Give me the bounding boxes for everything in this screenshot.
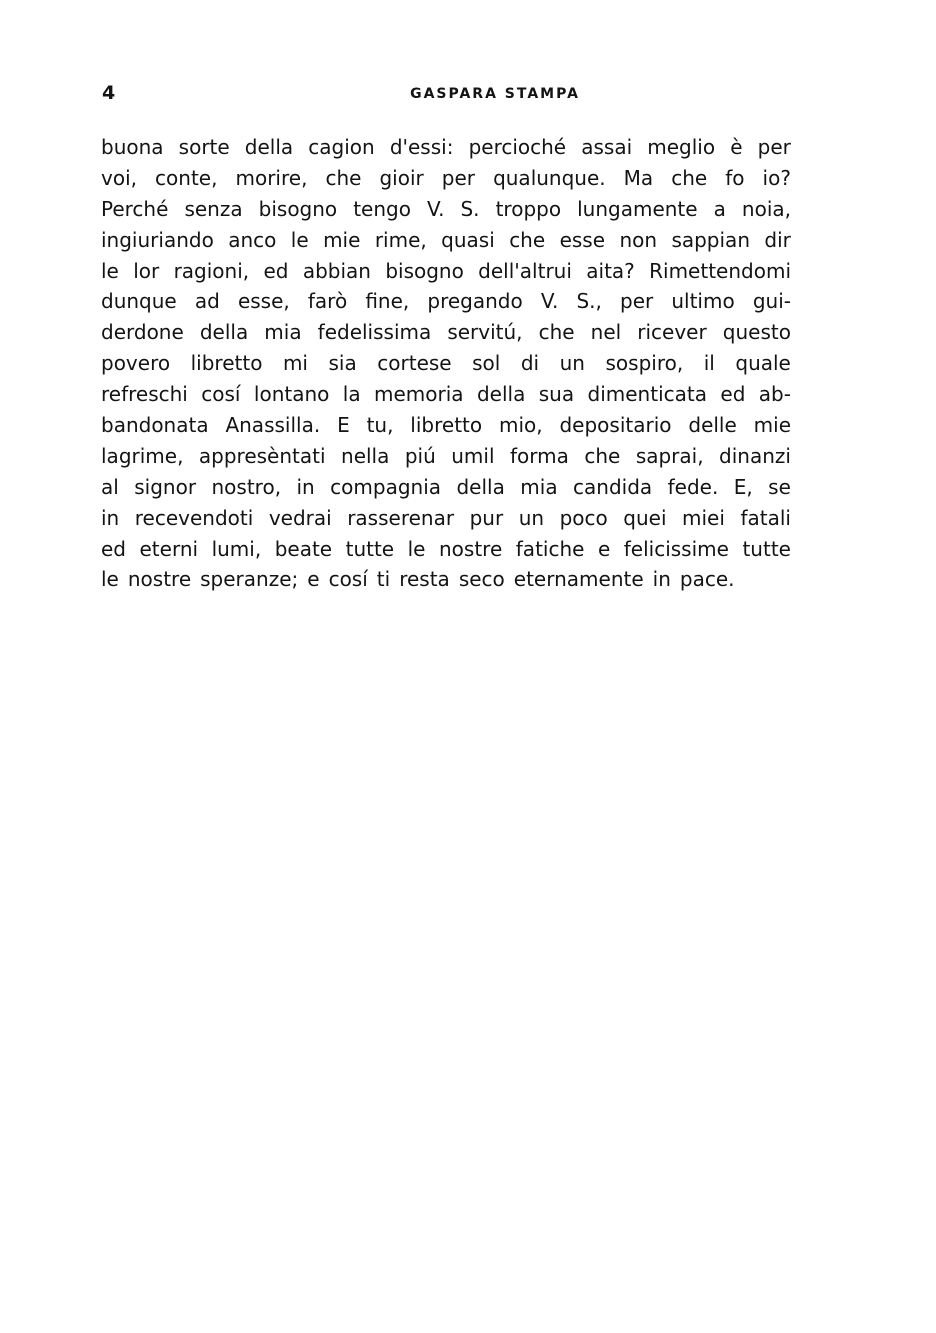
word: fatali: [740, 505, 791, 530]
word: seco: [458, 567, 505, 592]
word: non: [619, 227, 658, 252]
word: fatiche: [515, 536, 585, 561]
word: ad: [194, 289, 220, 314]
word: derdone: [101, 320, 184, 345]
word: lor: [133, 258, 160, 283]
word: forma: [510, 443, 569, 468]
text-line: [101, 286, 791, 317]
body-text: [101, 132, 791, 595]
word: ultimo: [671, 289, 735, 314]
word: sappian: [671, 227, 750, 252]
word: mia: [520, 474, 558, 499]
word: libretto: [410, 413, 483, 438]
word: vedrai: [268, 505, 332, 530]
word: ingiuriando: [101, 227, 214, 252]
word: lagrime,: [101, 443, 184, 468]
word: in: [652, 567, 671, 592]
word: cortese: [377, 351, 452, 376]
word: noia,: [741, 196, 791, 221]
word: lontano: [253, 382, 330, 407]
word: buona: [101, 135, 164, 159]
word: ricever: [637, 320, 707, 345]
word: lungamente: [577, 196, 698, 221]
word: aita?: [586, 258, 635, 283]
word: tengo: [353, 196, 411, 221]
word: S.,: [576, 289, 602, 314]
word: delle: [688, 413, 737, 438]
word: mi: [282, 351, 308, 376]
word: rasserenar: [347, 505, 455, 530]
word: miei: [682, 505, 725, 530]
word: un: [518, 505, 545, 530]
word: memoria: [374, 382, 464, 407]
word: povero: [101, 351, 171, 376]
word: recevendoti: [134, 505, 254, 530]
word: mie: [323, 227, 361, 252]
word: ragioni,: [173, 258, 250, 283]
word: V.: [540, 289, 559, 314]
word: dir: [764, 227, 791, 252]
word: tutte: [345, 536, 395, 561]
word: le: [290, 227, 309, 252]
word: pace.: [679, 567, 735, 592]
word: sia: [328, 351, 357, 376]
word: che: [671, 165, 708, 190]
word: dinanzi: [719, 443, 791, 468]
word: che: [509, 227, 546, 252]
word: fede.: [667, 474, 719, 499]
text-line: [101, 256, 791, 287]
word: ed: [263, 258, 289, 283]
word: fine,: [365, 289, 410, 314]
word: resta: [399, 567, 450, 592]
word: cagion: [308, 135, 375, 159]
word: sorte: [178, 135, 230, 159]
word: in: [296, 474, 315, 499]
word: conte,: [155, 165, 218, 190]
word: felicissime: [623, 536, 729, 561]
word: a: [713, 196, 726, 221]
word: che: [584, 443, 621, 468]
page-number: 4: [102, 82, 116, 104]
word: quei: [623, 505, 667, 530]
word: è: [730, 135, 743, 159]
word: mio,: [498, 413, 543, 438]
word: per: [441, 165, 476, 190]
text-line: [101, 225, 791, 256]
word: di: [520, 351, 540, 376]
word: bisogno: [385, 258, 464, 283]
word: e: [597, 536, 611, 561]
word: percioché: [468, 135, 567, 159]
word: voi,: [101, 165, 137, 190]
word: dunque: [101, 289, 177, 314]
word: speranze;: [200, 567, 299, 592]
word: le: [101, 258, 119, 283]
word: quale: [735, 351, 791, 376]
word: della: [456, 474, 505, 499]
word: refreschi: [101, 382, 188, 407]
word: in: [101, 505, 120, 530]
word: Rimettendomi: [649, 258, 791, 283]
word: tutte: [742, 536, 791, 561]
word: la: [342, 382, 361, 407]
text-line: [101, 534, 791, 565]
word: V.: [426, 196, 445, 221]
word: che: [538, 320, 575, 345]
word: nostre: [127, 567, 192, 592]
word: libretto: [190, 351, 263, 376]
word: qualunque.: [493, 165, 606, 190]
running-title: GASPARA STAMPA: [410, 86, 580, 102]
word: se: [768, 474, 791, 499]
text-line: [101, 410, 791, 441]
word: ed: [101, 536, 126, 561]
word: d'essi:: [389, 135, 454, 159]
text-line: [101, 194, 791, 225]
word: e: [307, 567, 320, 592]
word: le: [101, 567, 119, 592]
word: eterni: [139, 536, 199, 561]
word: E: [337, 413, 350, 438]
word: tu,: [366, 413, 394, 438]
word: compagnia: [330, 474, 442, 499]
text-line: [101, 317, 791, 348]
word: abbian: [302, 258, 371, 283]
text-line: [101, 379, 791, 410]
word: pur: [469, 505, 504, 530]
word: morire,: [235, 165, 308, 190]
text-line: [101, 348, 791, 379]
word: senza: [184, 196, 243, 221]
word: ti: [376, 567, 391, 592]
word: nostre: [439, 536, 503, 561]
word: nostro,: [211, 474, 282, 499]
word: le: [407, 536, 426, 561]
word: lumi,: [211, 536, 262, 561]
word: mie: [753, 413, 791, 438]
word: esse,: [237, 289, 290, 314]
word: E,: [733, 474, 753, 499]
word: ed: [720, 382, 746, 407]
word: servitú,: [447, 320, 523, 345]
word: anco: [228, 227, 277, 252]
word: troppo: [495, 196, 562, 221]
word: fedelissima: [317, 320, 432, 345]
word: fo: [725, 165, 745, 190]
word: piú: [404, 443, 436, 468]
text-line: [101, 441, 791, 472]
word: S.: [460, 196, 480, 221]
word: della: [244, 135, 294, 159]
word: gioir: [379, 165, 424, 190]
word: umil: [451, 443, 495, 468]
text-line: [101, 163, 791, 194]
text-line: [101, 503, 791, 534]
word: meglio: [647, 135, 716, 159]
text-line: [101, 472, 791, 503]
word: un: [559, 351, 585, 376]
word: che: [325, 165, 362, 190]
word: cosí: [201, 382, 241, 407]
word: il: [703, 351, 715, 376]
word: al: [101, 474, 119, 499]
word: esse: [559, 227, 606, 252]
word: depositario: [559, 413, 672, 438]
word: per: [757, 135, 791, 159]
word: sospiro,: [605, 351, 684, 376]
word: mia: [264, 320, 302, 345]
word: sol: [472, 351, 501, 376]
word: pregando: [427, 289, 523, 314]
word: signor: [134, 474, 197, 499]
word: io?: [762, 165, 791, 190]
word: beate: [274, 536, 333, 561]
word: per: [620, 289, 654, 314]
word: della: [476, 382, 526, 407]
word: sua: [538, 382, 575, 407]
word: Ma: [623, 165, 654, 190]
word: bandonata: [101, 413, 209, 438]
word: Perché: [101, 196, 169, 221]
text-line: [101, 564, 791, 595]
word: candida: [573, 474, 653, 499]
word: farò: [307, 289, 348, 314]
word: quasi: [441, 227, 495, 252]
word: cosí: [328, 567, 368, 592]
word: nella: [341, 443, 390, 468]
word: poco: [559, 505, 608, 530]
word: ab-: [758, 382, 791, 407]
word: appresèntati: [198, 443, 326, 468]
text-line: [101, 132, 791, 163]
word: dimenticata: [587, 382, 707, 407]
word: della: [199, 320, 249, 345]
word: gui-: [752, 289, 791, 314]
word: nel: [590, 320, 622, 345]
word: Anassilla.: [225, 413, 321, 438]
word: rime,: [374, 227, 427, 252]
word: eternamente: [513, 567, 644, 592]
word: assai: [581, 135, 633, 159]
word: dell'altrui: [478, 258, 572, 283]
word: questo: [722, 320, 791, 345]
word: bisogno: [258, 196, 338, 221]
word: saprai,: [635, 443, 704, 468]
